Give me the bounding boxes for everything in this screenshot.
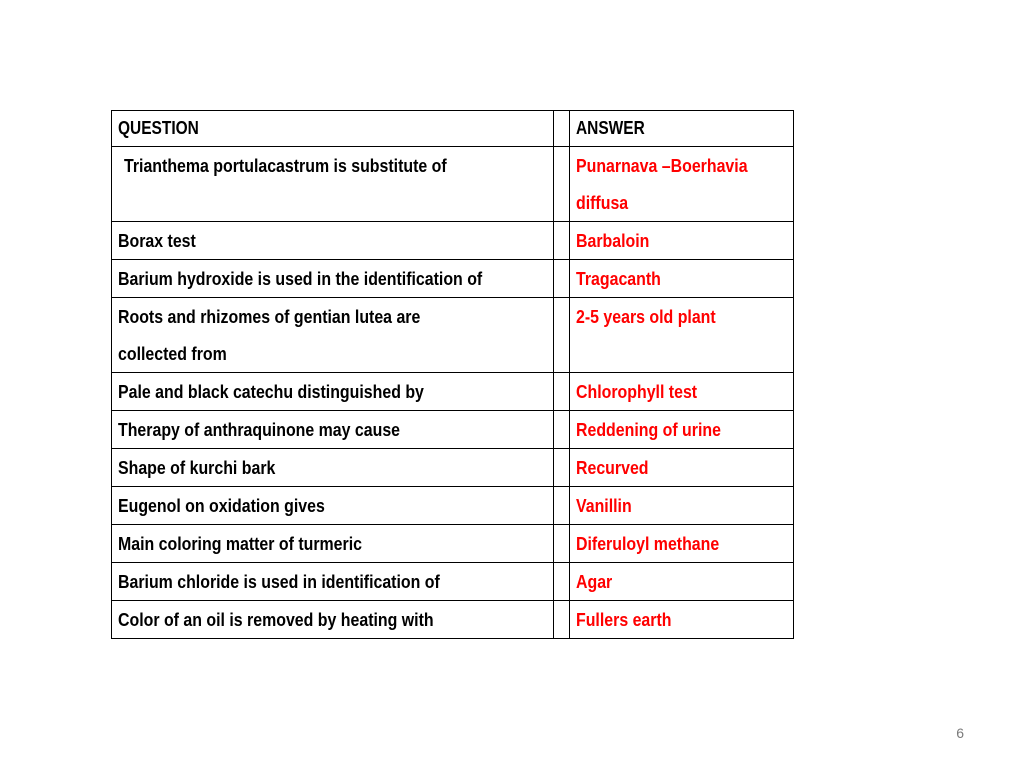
question-cell: Trianthema portulacastrum is substitute of <box>112 147 554 222</box>
spacer-cell <box>554 222 570 260</box>
question-cell: Color of an oil is removed by heating with <box>112 601 554 639</box>
question-cell: Roots and rhizomes of gentian lutea are collected from <box>112 298 554 373</box>
spacer-cell <box>554 601 570 639</box>
spacer-cell <box>554 411 570 449</box>
spacer-cell <box>554 525 570 563</box>
question-cell: Shape of kurchi bark <box>112 449 554 487</box>
answer-cell: Fullers earth <box>570 601 794 639</box>
answer-header: ANSWER <box>570 111 794 147</box>
question-cell: Pale and black catechu distinguished by <box>112 373 554 411</box>
table-row <box>112 411 794 449</box>
answer-cell: Reddening of urine <box>570 411 794 449</box>
table-row <box>112 449 794 487</box>
table-row <box>112 487 794 525</box>
table-row <box>112 222 794 260</box>
question-header: QUESTION <box>112 111 554 147</box>
table-row <box>112 260 794 298</box>
answer-cell: Tragacanth <box>570 260 794 298</box>
table-row <box>112 601 794 639</box>
answer-cell: Recurved <box>570 449 794 487</box>
spacer-cell <box>554 449 570 487</box>
question-cell: Therapy of anthraquinone may cause <box>112 411 554 449</box>
answer-cell: Vanillin <box>570 487 794 525</box>
table-row <box>112 147 794 222</box>
qa-table <box>111 110 794 639</box>
question-cell: Eugenol on oxidation gives <box>112 487 554 525</box>
table-row <box>112 525 794 563</box>
answer-cell: Punarnava –Boerhavia diffusa <box>570 147 794 222</box>
table-row <box>112 298 794 373</box>
spacer-cell <box>554 147 570 222</box>
table-header-row <box>112 111 794 147</box>
question-cell: Borax test <box>112 222 554 260</box>
question-cell: Barium hydroxide is used in the identification of <box>112 260 554 298</box>
answer-cell: Chlorophyll test <box>570 373 794 411</box>
question-cell: Barium chloride is used in identification of <box>112 563 554 601</box>
answer-cell: Agar <box>570 563 794 601</box>
spacer-cell <box>554 298 570 373</box>
slide-number: 6 <box>956 725 964 741</box>
spacer-cell <box>554 373 570 411</box>
spacer-cell <box>554 260 570 298</box>
spacer-cell <box>554 563 570 601</box>
answer-cell: 2-5 years old plant <box>570 298 794 373</box>
answer-cell: Diferuloyl methane <box>570 525 794 563</box>
spacer-cell <box>554 111 570 147</box>
question-cell: Main coloring matter of turmeric <box>112 525 554 563</box>
spacer-cell <box>554 487 570 525</box>
table-row <box>112 373 794 411</box>
answer-cell: Barbaloin <box>570 222 794 260</box>
table-row <box>112 563 794 601</box>
